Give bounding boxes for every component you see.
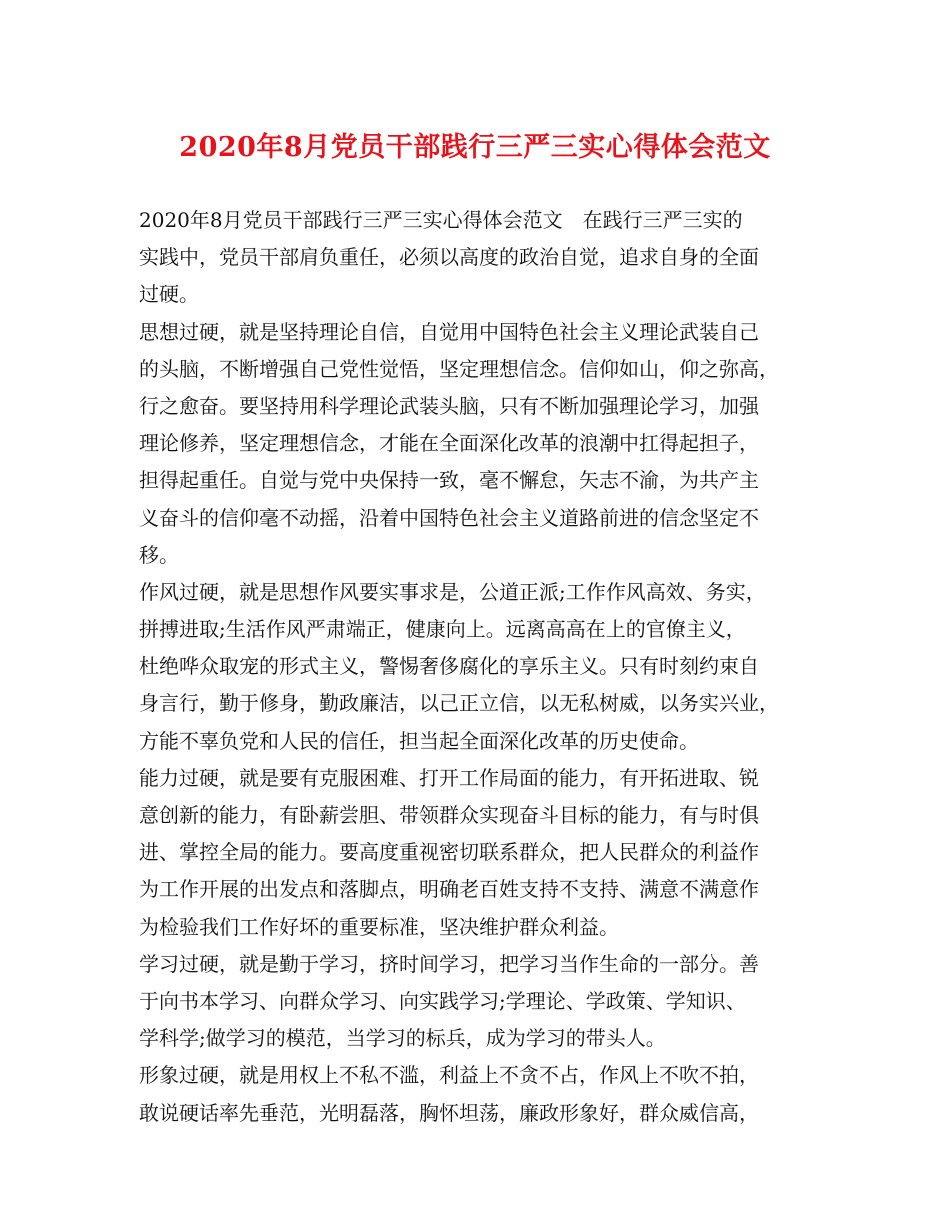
text-line: 过硬。 (139, 282, 199, 307)
text-line: 实践中，党员干部肩负重任，必须以高度的政治自觉，追求自身的全面 (139, 245, 759, 270)
text-line: 学科学;做学习的模范，当学习的标兵，成为学习的带头人。 (139, 1026, 666, 1051)
text-line: 身言行，勤于修身，勤政廉洁，以己正立信，以无私树威，以务实兴业， (139, 691, 779, 716)
text-line: 2020年8月党员干部践行三严三实心得体会范文 在践行三严三实的 (139, 208, 743, 232)
text-line: 为检验我们工作好坏的重要标准，坚决维护群众利益。 (139, 914, 619, 939)
text-line: 形象过硬，就是用权上不私不滥，利益上不贪不占，作风上不吹不拍， (139, 1063, 759, 1088)
text-line: 拼搏进取;生活作风严肃端正，健康向上。远离高高在上的官僚主义， (139, 617, 746, 642)
text-line: 行之愈奋。要坚持用科学理论武装头脑，只有不断加强理论学习，加强 (139, 393, 759, 418)
text-line: 为工作开展的出发点和落脚点，明确老百姓支持不支持、满意不满意作 (139, 877, 759, 902)
text-line: 作风过硬，就是思想作风要实事求是，公道正派;工作作风高效、务实， (139, 579, 766, 604)
text-line: 理论修养，坚定理想信念，才能在全面深化改革的浪潮中扛得起担子， (139, 431, 759, 456)
text-line: 学习过硬，就是勤于学习，挤时间学习，把学习当作生命的一部分。善 (139, 951, 759, 976)
document-body (139, 202, 819, 1132)
text-line: 义奋斗的信仰毫不动摇，沿着中国特色社会主义道路前进的信念坚定不 (139, 505, 759, 530)
text-line: 移。 (139, 542, 179, 567)
text-line: 敢说硬话率先垂范，光明磊落，胸怀坦荡，廉政形象好，群众威信高， (139, 1100, 759, 1125)
text-line: 杜绝哗众取宠的形式主义，警惕奢侈腐化的享乐主义。只有时刻约束自 (139, 654, 759, 679)
text-line: 能力过硬，就是要有克服困难、打开工作局面的能力，有开拓进取、锐 (139, 765, 759, 790)
text-line: 思想过硬，就是坚持理论自信，自觉用中国特色社会主义理论武装自己 (139, 319, 759, 344)
text-line: 于向书本学习、向群众学习、向实践学习;学理论、学政策、学知识、 (139, 988, 746, 1013)
document-title: 2020年8月党员干部践行三严三实心得体会范文 (179, 132, 771, 163)
text-line: 方能不辜负党和人民的信任，担当起全面深化改革的历史使命。 (139, 728, 699, 753)
text-line: 的头脑，不断增强自己党性觉悟，坚定理想信念。信仰如山，仰之弥高， (139, 356, 779, 381)
text-line: 意创新的能力，有卧薪尝胆、带领群众实现奋斗目标的能力，有与时俱 (139, 803, 759, 827)
text-line: 进、掌控全局的能力。要高度重视密切联系群众，把人民群众的利益作 (139, 840, 759, 865)
text-line: 担得起重任。自觉与党中央保持一致，毫不懈怠，矢志不渝，为共产主 (139, 468, 759, 493)
